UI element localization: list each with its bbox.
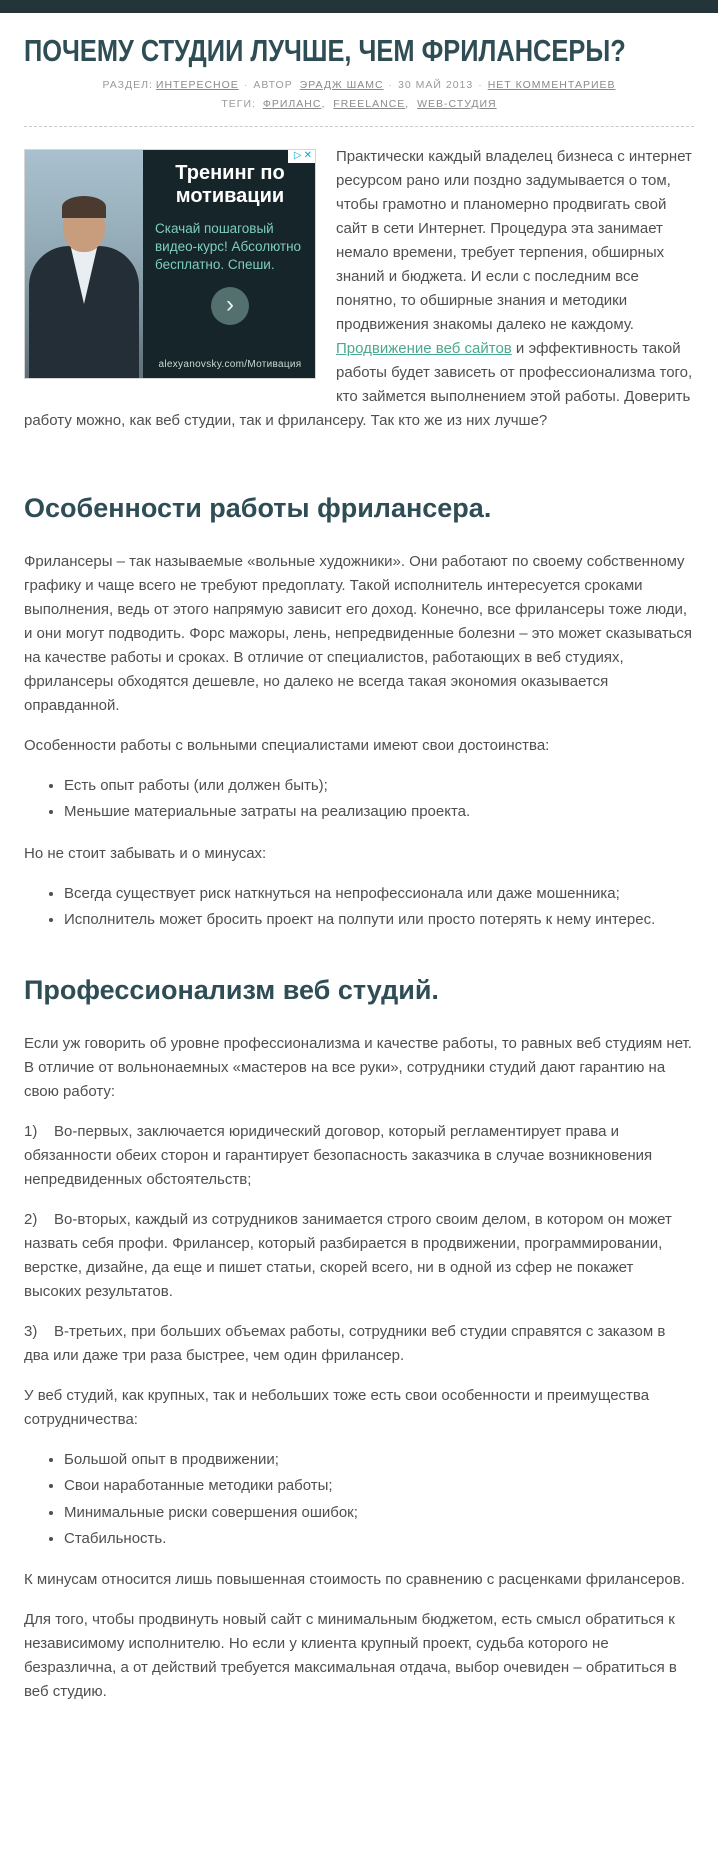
tag-link[interactable]: ФРИЛАНС — [262, 98, 322, 110]
post-meta — [24, 79, 694, 91]
numbered-point-3: 3) В-третьих, при больших объемах работы, сотрудники веб студии справятся с заказом в два или даже три раза быстрее, чем один фрилансер. — [24, 1323, 670, 1364]
intro-section — [24, 145, 694, 449]
pros-list — [24, 774, 694, 824]
paragraph-pros-intro: Особенности работы с вольными специалистами имеют свои достоинства: — [24, 737, 550, 754]
heading-studio: Профессионализм веб студий. — [24, 975, 439, 1005]
section-link[interactable]: ИНТЕРЕСНОЕ — [155, 79, 239, 91]
ad-content — [143, 150, 315, 378]
intro-text-1: Практически каждый владелец бизнеса с интернет ресурсом рано или поздно задумывается о том, чтобы грамотно и планомерно продвигать свой сайт в сети Интернет. Процедура эта занимает немало времени, требует терпения, обширных знаний и бюджета. И если с последним все понятно, то обширные знания и методики продвижения знакомы далеко не каждому. — [336, 148, 692, 333]
author-link[interactable]: ЭРАДЖ ШАМС — [299, 79, 384, 91]
ad-subtitle — [153, 220, 307, 275]
ad-photo — [25, 150, 143, 378]
list-item: • Исполнитель может бросить проект на полпути или просто потерять к нему интерес. — [64, 908, 694, 931]
ad-banner[interactable] — [24, 149, 316, 379]
promotion-link[interactable]: Продвижение веб сайтов — [336, 340, 512, 357]
article-container — [0, 33, 718, 1704]
divider — [24, 126, 694, 127]
numbered-point-1: 1) Во-первых, заключается юридический договор, который регламентирует права и обязанности обеих сторон и гарантирует безопасность заказчика в случае возникновения непредвиденных обстоятельств; — [24, 1123, 657, 1188]
heading-freelancer: Особенности работы фрилансера. — [24, 493, 492, 523]
tag-separator: , — [405, 98, 410, 110]
list-item: • Свои наработанные методики работы; — [64, 1474, 694, 1497]
ad-subtitle-line: видео-курс! Абсолютно — [155, 239, 302, 255]
ad-close-icon[interactable]: ✕ — [303, 150, 312, 161]
comments-link[interactable]: НЕТ КОММЕНТАРИЕВ — [487, 79, 616, 91]
advantages-list — [24, 1448, 694, 1550]
paragraph-freelancer: Фрилансеры – так называемые «вольные художники». Они работают по своему собственному графику и чаще всего не требуют предоплату. Такой исполнитель интересуется сроками выполнения, ведь от этого напрямую зависит его доход. Конечно, все фрилансеры тоже люди, и они могут подводить. Форс мажоры, лень, непредвиденные болезни – это может сказываться на качестве работы и сроках. В отличие от специалистов, работающих в веб студиях, фрилансеры обходятся дешевле, но далеко не всегда такая экономия оказывается оправданной. — [24, 553, 693, 714]
adchoices-badge[interactable] — [288, 150, 315, 163]
list-item: • Стабильность. — [64, 1527, 694, 1550]
ad-arrow-button[interactable] — [211, 287, 249, 325]
top-bar — [0, 0, 718, 13]
intro-text-2: и эффективность такой работы будет зависеть от профессионализма того, кто займется выполнением этой работы. Доверить работу можно, как веб студии, так и фрилансеру. Так кто же из них лучше? — [24, 340, 693, 429]
paragraph-advantages-intro: У веб студий, как крупных, так и небольших тоже есть свои особенности и преимущества сотрудничества: — [24, 1387, 650, 1428]
list-item: • Большой опыт в продвижении; — [64, 1448, 694, 1471]
page-title: ПОЧЕМУ СТУДИИ ЛУЧШЕ, ЧЕМ ФРИЛАНСЕРЫ? — [24, 33, 626, 68]
author-label: АВТОР — [253, 79, 293, 91]
section-label: РАЗДЕЛ: — [102, 79, 153, 91]
ad-subtitle-line: бесплатно. Спеши. — [155, 257, 275, 273]
adchoices-icon[interactable]: ▷ — [293, 150, 302, 161]
list-item: • Меньшие материальные затраты на реализацию проекта. — [64, 800, 694, 823]
paragraph-studio-intro: Если уж говорить об уровне профессионализма и качестве работы, то равных веб студиям нет. В отличие от вольнонаемных «мастеров на все руки», сотрудники студий дают гарантию на свою работу: — [24, 1035, 692, 1100]
cons-list — [24, 882, 694, 932]
tag-link[interactable]: FREELANCE — [333, 98, 406, 110]
tags-label: ТЕГИ: — [221, 98, 256, 110]
ad-subtitle-line: Скачай пошаговый — [155, 221, 274, 236]
meta-separator: · — [388, 79, 394, 91]
tag-separator: , — [321, 98, 326, 110]
numbered-point-2: 2) Во-вторых, каждый из сотрудников занимается строго своим делом, в котором он может назвать себя профи. Фрилансер, который разбирается в продвижении, программировании, верстке, дизайне, да еще и пишет статьи, скорей всего, ни в одной из сфер не покажет высоких результатов. — [24, 1211, 676, 1300]
chevron-right-icon: › — [226, 290, 234, 318]
post-tags — [24, 98, 694, 110]
post-date: 30 МАЙ 2013 — [398, 79, 474, 91]
list-item: • Всегда существует риск наткнуться на непрофессионала или даже мошенника; — [64, 882, 694, 905]
ad-title: Тренинг по мотивации — [175, 162, 285, 207]
list-item: • Минимальные риски совершения ошибок; — [64, 1501, 694, 1524]
meta-separator: · — [243, 79, 249, 91]
list-item: • Есть опыт работы (или должен быть); — [64, 774, 694, 797]
tag-link[interactable]: WEB-СТУДИЯ — [417, 98, 497, 110]
paragraph-minus: К минусам относится лишь повышенная стоимость по сравнению с расценками фрилансеров. — [24, 1571, 685, 1588]
person-silhouette-hair — [62, 196, 106, 218]
paragraph-final: Для того, чтобы продвинуть новый сайт с минимальным бюджетом, есть смысл обратиться к независимому исполнителю. Но если у клиента крупный проект, судьба которого не безразлична, а от действий требуется максимальная отдача, выбор очевиден – обратиться в веб студию. — [24, 1611, 677, 1700]
ad-url: alexyanovsky.com/Мотивация — [158, 359, 302, 370]
paragraph-cons-intro: Но не стоит забывать и о минусах: — [24, 844, 267, 862]
meta-separator: · — [478, 79, 483, 91]
